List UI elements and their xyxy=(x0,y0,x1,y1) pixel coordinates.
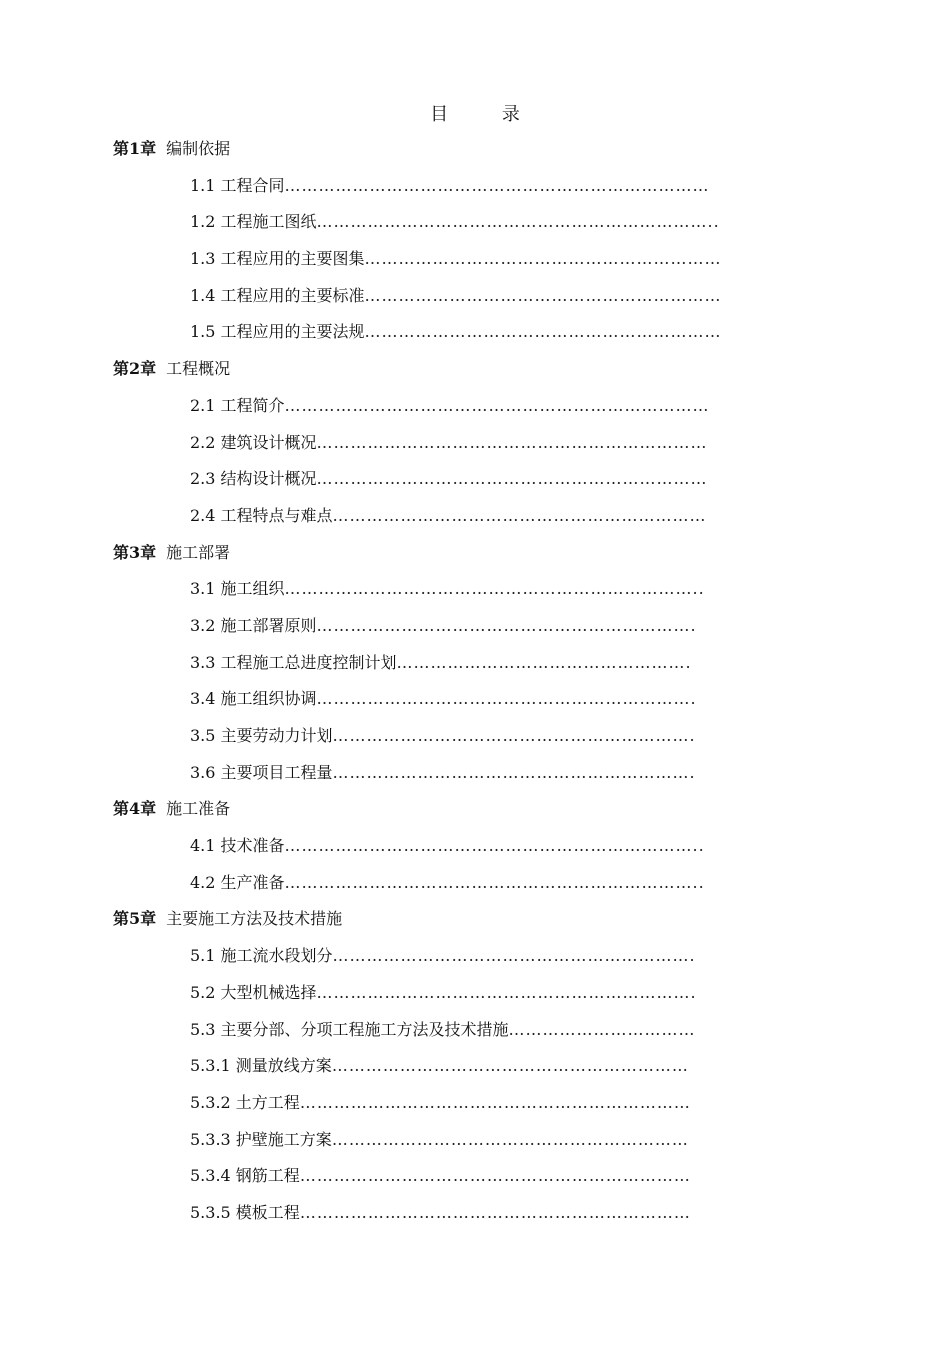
toc-entry[interactable] xyxy=(0,498,795,535)
leader-dots: ………………………………………………………. xyxy=(332,762,696,782)
leader-dots: ………………………………………………………… xyxy=(332,505,707,525)
toc-entry[interactable] xyxy=(0,755,795,792)
leader-dots: ………………………………………………………………… xyxy=(284,395,710,415)
page-title xyxy=(0,100,950,126)
entry-title: 2.2 建筑设计概况 xyxy=(190,432,317,452)
entry-title: 5.3.1 测量放线方案 xyxy=(190,1056,332,1076)
chapter-number: 第5章 xyxy=(113,909,157,929)
entry-title: 1.3 工程应用的主要图集 xyxy=(190,249,365,269)
toc-entry[interactable] xyxy=(0,314,795,351)
leader-dots: …………………………… xyxy=(508,1019,696,1039)
entry-title: 2.3 结构设计概况 xyxy=(190,469,317,489)
toc-entry[interactable] xyxy=(0,1195,795,1232)
leader-dots: ……………………………………………………… xyxy=(364,322,722,342)
toc-entry[interactable] xyxy=(0,204,795,241)
entry-title: 3.4 施工组织协调 xyxy=(190,689,317,709)
chapter-title: 工程概况 xyxy=(166,359,231,379)
toc-chapter[interactable] xyxy=(0,131,950,168)
entry-title: 3.6 主要项目工程量 xyxy=(190,762,333,782)
title-char-1: 目 xyxy=(430,104,449,125)
table-of-contents xyxy=(0,131,950,1232)
chapter-number: 第1章 xyxy=(113,139,157,158)
toc-entry[interactable] xyxy=(0,278,795,315)
toc-entry[interactable] xyxy=(0,388,795,425)
entry-title: 2.4 工程特点与难点 xyxy=(190,505,333,525)
toc-entry[interactable] xyxy=(0,571,795,608)
entry-title: 5.2 大型机械选择 xyxy=(190,982,317,1002)
entry-title: 5.3.2 土方工程 xyxy=(190,1092,300,1112)
leader-dots: …………………………………………………………. xyxy=(316,615,697,635)
toc-chapter[interactable] xyxy=(0,351,950,388)
toc-entry[interactable] xyxy=(0,608,795,645)
toc-entry[interactable] xyxy=(0,1122,795,1159)
leader-dots: ……………………………………………………………….. xyxy=(284,872,705,892)
toc-entry[interactable] xyxy=(0,645,795,682)
toc-chapter[interactable] xyxy=(0,791,950,828)
toc-entry[interactable] xyxy=(0,938,795,975)
leader-dots: ………………………………………………………. xyxy=(332,726,696,745)
leader-dots: …………………………………………………………….. xyxy=(316,212,720,232)
entry-title: 3.3 工程施工总进度控制计划 xyxy=(190,652,397,672)
chapter-title: 施工部署 xyxy=(166,542,231,562)
toc-entry[interactable] xyxy=(0,1048,795,1085)
entry-title: 3.1 施工组织 xyxy=(190,579,285,599)
leader-dots: …………………………………………………………… xyxy=(299,1166,691,1186)
leader-dots: ……………………………………………………………….. xyxy=(284,836,705,856)
toc-entry[interactable] xyxy=(0,1158,795,1195)
leader-dots: ……………………………………………………… xyxy=(331,1129,689,1149)
leader-dots: ………………………………………………………. xyxy=(332,946,696,966)
chapter-number: 第3章 xyxy=(113,542,157,562)
leader-dots: ……………………………………………………… xyxy=(364,249,722,269)
chapter-number: 第4章 xyxy=(113,799,157,819)
entry-title: 1.2 工程施工图纸 xyxy=(190,212,317,232)
toc-entry[interactable] xyxy=(0,1012,795,1049)
chapter-title: 施工准备 xyxy=(166,799,231,819)
leader-dots: ……………………………………………. xyxy=(396,652,692,672)
leader-dots: …………………………………………………………… xyxy=(299,1092,691,1112)
leader-dots: ……………………………………………………………….. xyxy=(284,579,705,599)
entry-title: 5.3.5 模板工程 xyxy=(190,1202,300,1222)
leader-dots: …………………………………………………………… xyxy=(316,432,708,452)
leader-dots: ……………………………………………………… xyxy=(364,285,722,305)
toc-entry[interactable] xyxy=(0,865,795,902)
toc-entry[interactable] xyxy=(0,241,795,278)
entry-title: 1.4 工程应用的主要标准 xyxy=(190,285,365,305)
toc-entry[interactable] xyxy=(0,168,795,205)
title-char-2: 录 xyxy=(501,104,520,125)
leader-dots: …………………………………………………………. xyxy=(316,982,697,1002)
entry-title: 4.2 生产准备 xyxy=(190,872,285,892)
toc-entry[interactable] xyxy=(0,425,795,462)
leader-dots: ……………………………………………………… xyxy=(331,1056,689,1076)
entry-title: 2.1 工程简介 xyxy=(190,395,285,415)
entry-title: 1.5 工程应用的主要法规 xyxy=(190,322,365,342)
entry-title: 5.3 主要分部、分项工程施工方法及技术措施 xyxy=(190,1019,509,1039)
toc-chapter[interactable] xyxy=(0,535,950,572)
chapter-number: 第2章 xyxy=(113,359,157,379)
chapter-title: 主要施工方法及技术措施 xyxy=(166,909,343,929)
entry-title: 5.3.3 护壁施工方案 xyxy=(190,1129,332,1149)
entry-title: 5.1 施工流水段划分 xyxy=(190,946,333,966)
toc-entry[interactable] xyxy=(0,1085,795,1122)
toc-entry[interactable] xyxy=(0,681,795,718)
toc-entry[interactable] xyxy=(0,975,795,1012)
toc-chapter[interactable] xyxy=(0,901,950,938)
chapter-title: 编制依据 xyxy=(166,139,231,158)
entry-title: 3.2 施工部署原则 xyxy=(190,615,317,635)
entry-title: 1.1 工程合同 xyxy=(190,175,285,195)
toc-entry[interactable] xyxy=(0,461,795,498)
leader-dots: ………………………………………………………………… xyxy=(284,175,710,195)
toc-entry[interactable] xyxy=(0,718,795,755)
leader-dots: …………………………………………………………… xyxy=(299,1202,691,1222)
entry-title: 3.5 主要劳动力计划 xyxy=(190,726,333,745)
entry-title: 4.1 技术准备 xyxy=(190,836,285,856)
entry-title: 5.3.4 钢筋工程 xyxy=(190,1166,300,1186)
leader-dots: …………………………………………………………. xyxy=(316,689,697,709)
toc-entry[interactable] xyxy=(0,828,795,865)
leader-dots: …………………………………………………………… xyxy=(316,469,708,489)
